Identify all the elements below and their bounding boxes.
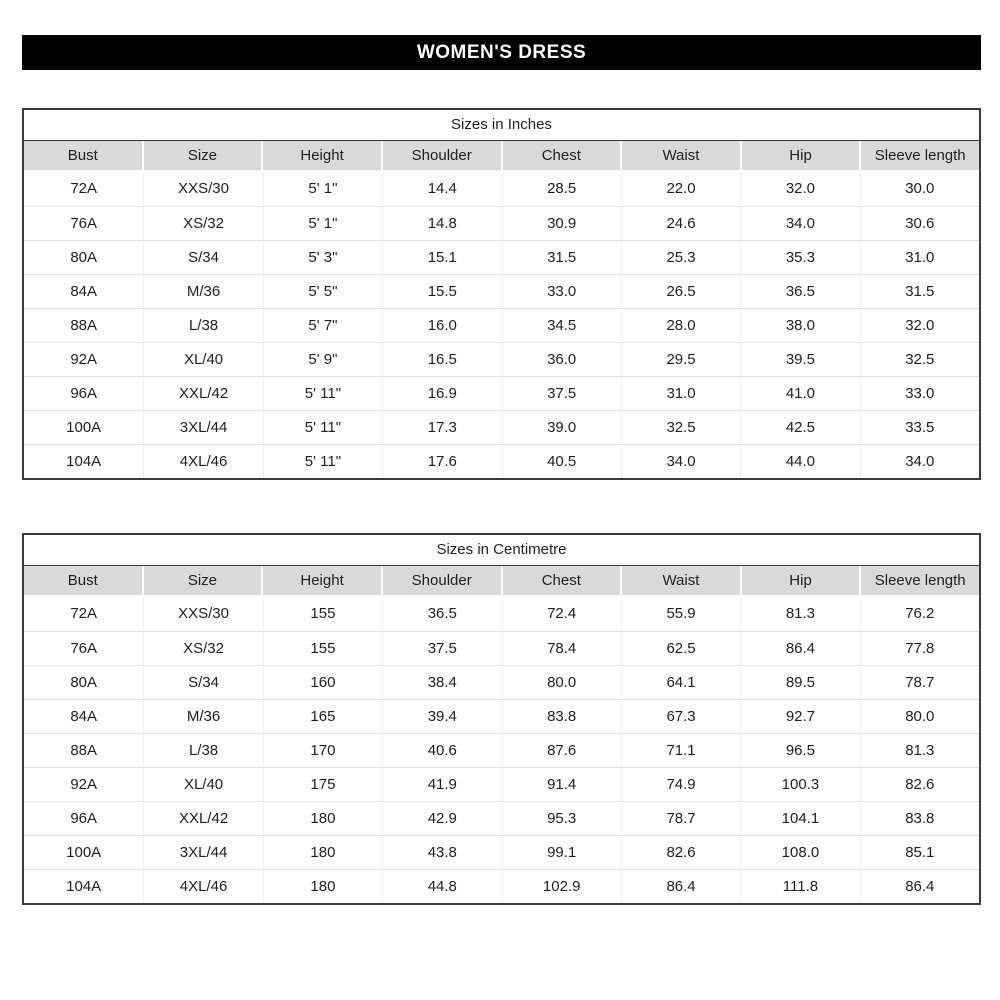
table-cell: 42.5 <box>740 410 859 444</box>
table-cell: 39.0 <box>502 410 621 444</box>
table-row <box>24 206 979 240</box>
table-cell: XXS/30 <box>143 172 262 206</box>
table-row <box>24 631 979 665</box>
table-cell: 160 <box>263 665 382 699</box>
table-cell: 76.2 <box>860 597 979 631</box>
table-row <box>24 869 979 903</box>
table-cell: 100.3 <box>740 767 859 801</box>
table-row <box>24 597 979 631</box>
table-cell: 99.1 <box>502 835 621 869</box>
column-header: Height <box>263 566 381 595</box>
table-cell: 96A <box>24 801 143 835</box>
table-cell: 4XL/46 <box>143 444 262 478</box>
table-cell: 180 <box>263 835 382 869</box>
table-cell: 14.4 <box>382 172 501 206</box>
table-cell: XXS/30 <box>143 597 262 631</box>
table-cell: 155 <box>263 597 382 631</box>
table-cell: XL/40 <box>143 342 262 376</box>
table-cell: 104.1 <box>740 801 859 835</box>
table-cell: 104A <box>24 444 143 478</box>
table-cell: M/36 <box>143 274 262 308</box>
table-cell: 31.0 <box>860 240 979 274</box>
table-cell: XS/32 <box>143 631 262 665</box>
table-cell: 83.8 <box>502 699 621 733</box>
table-cell: 72.4 <box>502 597 621 631</box>
table-cell: 33.0 <box>502 274 621 308</box>
table-cell: 96A <box>24 376 143 410</box>
table-cell: 28.0 <box>621 308 740 342</box>
table-cell: 86.4 <box>740 631 859 665</box>
table-cell: 30.9 <box>502 206 621 240</box>
table-cell: 88A <box>24 733 143 767</box>
column-header: Sleeve length <box>861 566 979 595</box>
table-cell: 80.0 <box>860 699 979 733</box>
table-cell: 38.4 <box>382 665 501 699</box>
table-cell: 5' 11" <box>263 376 382 410</box>
table-cell: 81.3 <box>860 733 979 767</box>
table-cell: 91.4 <box>502 767 621 801</box>
table-cell: 25.3 <box>621 240 740 274</box>
table-cell: L/38 <box>143 733 262 767</box>
table-row <box>24 376 979 410</box>
table-cell: 34.0 <box>740 206 859 240</box>
table-cell: 15.1 <box>382 240 501 274</box>
column-header: Chest <box>503 566 621 595</box>
sizes-in-inches-table <box>22 108 981 480</box>
table-cell: 180 <box>263 869 382 903</box>
table-cell: 86.4 <box>621 869 740 903</box>
table-cell: 88A <box>24 308 143 342</box>
table-cell: 32.5 <box>621 410 740 444</box>
table-row <box>24 274 979 308</box>
table-cell: 34.0 <box>621 444 740 478</box>
table-cell: 32.0 <box>740 172 859 206</box>
table-cell: 29.5 <box>621 342 740 376</box>
table-cell: 84A <box>24 699 143 733</box>
table-cell: 14.8 <box>382 206 501 240</box>
column-header: Waist <box>622 566 740 595</box>
table-cell: 89.5 <box>740 665 859 699</box>
table-cell: 39.4 <box>382 699 501 733</box>
table-cell: 36.5 <box>740 274 859 308</box>
table-row <box>24 767 979 801</box>
table-cell: 155 <box>263 631 382 665</box>
column-header: Size <box>144 141 262 170</box>
table-row <box>24 665 979 699</box>
table-cell: 71.1 <box>621 733 740 767</box>
table-cell: XXL/42 <box>143 376 262 410</box>
table-cell: 31.5 <box>860 274 979 308</box>
table-cell: 96.5 <box>740 733 859 767</box>
table-header-row <box>24 141 979 172</box>
table-cell: 74.9 <box>621 767 740 801</box>
table-cell: 87.6 <box>502 733 621 767</box>
table-title: Sizes in Centimetre <box>24 535 979 566</box>
table-cell: 33.0 <box>860 376 979 410</box>
table-cell: 86.4 <box>860 869 979 903</box>
column-header: Size <box>144 566 262 595</box>
column-header: Shoulder <box>383 141 501 170</box>
table-cell: 55.9 <box>621 597 740 631</box>
table-cell: 175 <box>263 767 382 801</box>
table-cell: 33.5 <box>860 410 979 444</box>
table-row <box>24 699 979 733</box>
table-body <box>24 172 979 478</box>
table-cell: 44.0 <box>740 444 859 478</box>
table-cell: 5' 1" <box>263 206 382 240</box>
table-cell: 16.9 <box>382 376 501 410</box>
table-row <box>24 835 979 869</box>
table-row <box>24 444 979 478</box>
table-cell: 62.5 <box>621 631 740 665</box>
table-cell: 95.3 <box>502 801 621 835</box>
table-cell: 37.5 <box>502 376 621 410</box>
table-cell: 42.9 <box>382 801 501 835</box>
table-cell: 36.0 <box>502 342 621 376</box>
table-cell: 64.1 <box>621 665 740 699</box>
column-header: Shoulder <box>383 566 501 595</box>
table-cell: 82.6 <box>860 767 979 801</box>
column-header: Chest <box>503 141 621 170</box>
product-title-banner <box>22 35 981 70</box>
table-cell: 24.6 <box>621 206 740 240</box>
table-cell: 35.3 <box>740 240 859 274</box>
table-body <box>24 597 979 903</box>
table-cell: 44.8 <box>382 869 501 903</box>
table-cell: XXL/42 <box>143 801 262 835</box>
table-cell: 81.3 <box>740 597 859 631</box>
table-cell: 41.0 <box>740 376 859 410</box>
table-cell: 76A <box>24 206 143 240</box>
table-cell: 43.8 <box>382 835 501 869</box>
table-cell: M/36 <box>143 699 262 733</box>
table-row <box>24 342 979 376</box>
table-cell: 15.5 <box>382 274 501 308</box>
table-row <box>24 308 979 342</box>
column-header: Hip <box>742 141 860 170</box>
table-cell: 85.1 <box>860 835 979 869</box>
page-title: WOMEN'S DRESS <box>416 41 587 63</box>
table-cell: 84A <box>24 274 143 308</box>
table-cell: 40.6 <box>382 733 501 767</box>
table-cell: 30.6 <box>860 206 979 240</box>
table-cell: 22.0 <box>621 172 740 206</box>
table-cell: 72A <box>24 597 143 631</box>
column-header: Height <box>263 141 381 170</box>
table-cell: 92A <box>24 342 143 376</box>
table-cell: 76A <box>24 631 143 665</box>
column-header: Hip <box>742 566 860 595</box>
column-header: Waist <box>622 141 740 170</box>
table-row <box>24 733 979 767</box>
table-cell: 40.5 <box>502 444 621 478</box>
table-cell: 180 <box>263 801 382 835</box>
table-title: Sizes in Inches <box>24 110 979 141</box>
table-row <box>24 172 979 206</box>
table-cell: 78.4 <box>502 631 621 665</box>
column-header: Bust <box>24 141 142 170</box>
table-cell: 78.7 <box>860 665 979 699</box>
table-cell: 32.5 <box>860 342 979 376</box>
table-cell: 30.0 <box>860 172 979 206</box>
table-cell: 92A <box>24 767 143 801</box>
table-cell: 92.7 <box>740 699 859 733</box>
table-cell: S/34 <box>143 240 262 274</box>
table-cell: 165 <box>263 699 382 733</box>
table-cell: 102.9 <box>502 869 621 903</box>
table-cell: 41.9 <box>382 767 501 801</box>
table-cell: 3XL/44 <box>143 835 262 869</box>
column-header: Sleeve length <box>861 141 979 170</box>
table-cell: L/38 <box>143 308 262 342</box>
table-cell: 34.0 <box>860 444 979 478</box>
table-cell: 100A <box>24 410 143 444</box>
table-cell: 5' 1" <box>263 172 382 206</box>
table-cell: 5' 11" <box>263 410 382 444</box>
table-cell: 16.0 <box>382 308 501 342</box>
table-cell: 72A <box>24 172 143 206</box>
table-cell: 111.8 <box>740 869 859 903</box>
table-cell: 83.8 <box>860 801 979 835</box>
table-cell: 31.5 <box>502 240 621 274</box>
table-cell: 5' 11" <box>263 444 382 478</box>
table-cell: 4XL/46 <box>143 869 262 903</box>
table-cell: 39.5 <box>740 342 859 376</box>
table-cell: 170 <box>263 733 382 767</box>
table-cell: 80.0 <box>502 665 621 699</box>
table-cell: 5' 3" <box>263 240 382 274</box>
table-cell: 78.7 <box>621 801 740 835</box>
table-row <box>24 801 979 835</box>
table-cell: 108.0 <box>740 835 859 869</box>
table-cell: 38.0 <box>740 308 859 342</box>
table-cell: 82.6 <box>621 835 740 869</box>
table-cell: 31.0 <box>621 376 740 410</box>
table-cell: S/34 <box>143 665 262 699</box>
table-cell: 32.0 <box>860 308 979 342</box>
table-cell: 5' 9" <box>263 342 382 376</box>
table-cell: 37.5 <box>382 631 501 665</box>
table-cell: 36.5 <box>382 597 501 631</box>
table-cell: 104A <box>24 869 143 903</box>
table-row <box>24 240 979 274</box>
table-cell: 67.3 <box>621 699 740 733</box>
table-cell: 26.5 <box>621 274 740 308</box>
table-cell: 80A <box>24 665 143 699</box>
table-cell: 17.6 <box>382 444 501 478</box>
table-cell: 28.5 <box>502 172 621 206</box>
table-cell: 17.3 <box>382 410 501 444</box>
table-row <box>24 410 979 444</box>
table-cell: 100A <box>24 835 143 869</box>
column-header: Bust <box>24 566 142 595</box>
table-header-row <box>24 566 979 597</box>
table-cell: 34.5 <box>502 308 621 342</box>
table-cell: 5' 5" <box>263 274 382 308</box>
table-cell: 77.8 <box>860 631 979 665</box>
table-cell: XS/32 <box>143 206 262 240</box>
table-cell: 3XL/44 <box>143 410 262 444</box>
table-cell: 80A <box>24 240 143 274</box>
table-cell: 5' 7" <box>263 308 382 342</box>
table-cell: 16.5 <box>382 342 501 376</box>
sizes-in-centimetre-table <box>22 533 981 905</box>
table-cell: XL/40 <box>143 767 262 801</box>
